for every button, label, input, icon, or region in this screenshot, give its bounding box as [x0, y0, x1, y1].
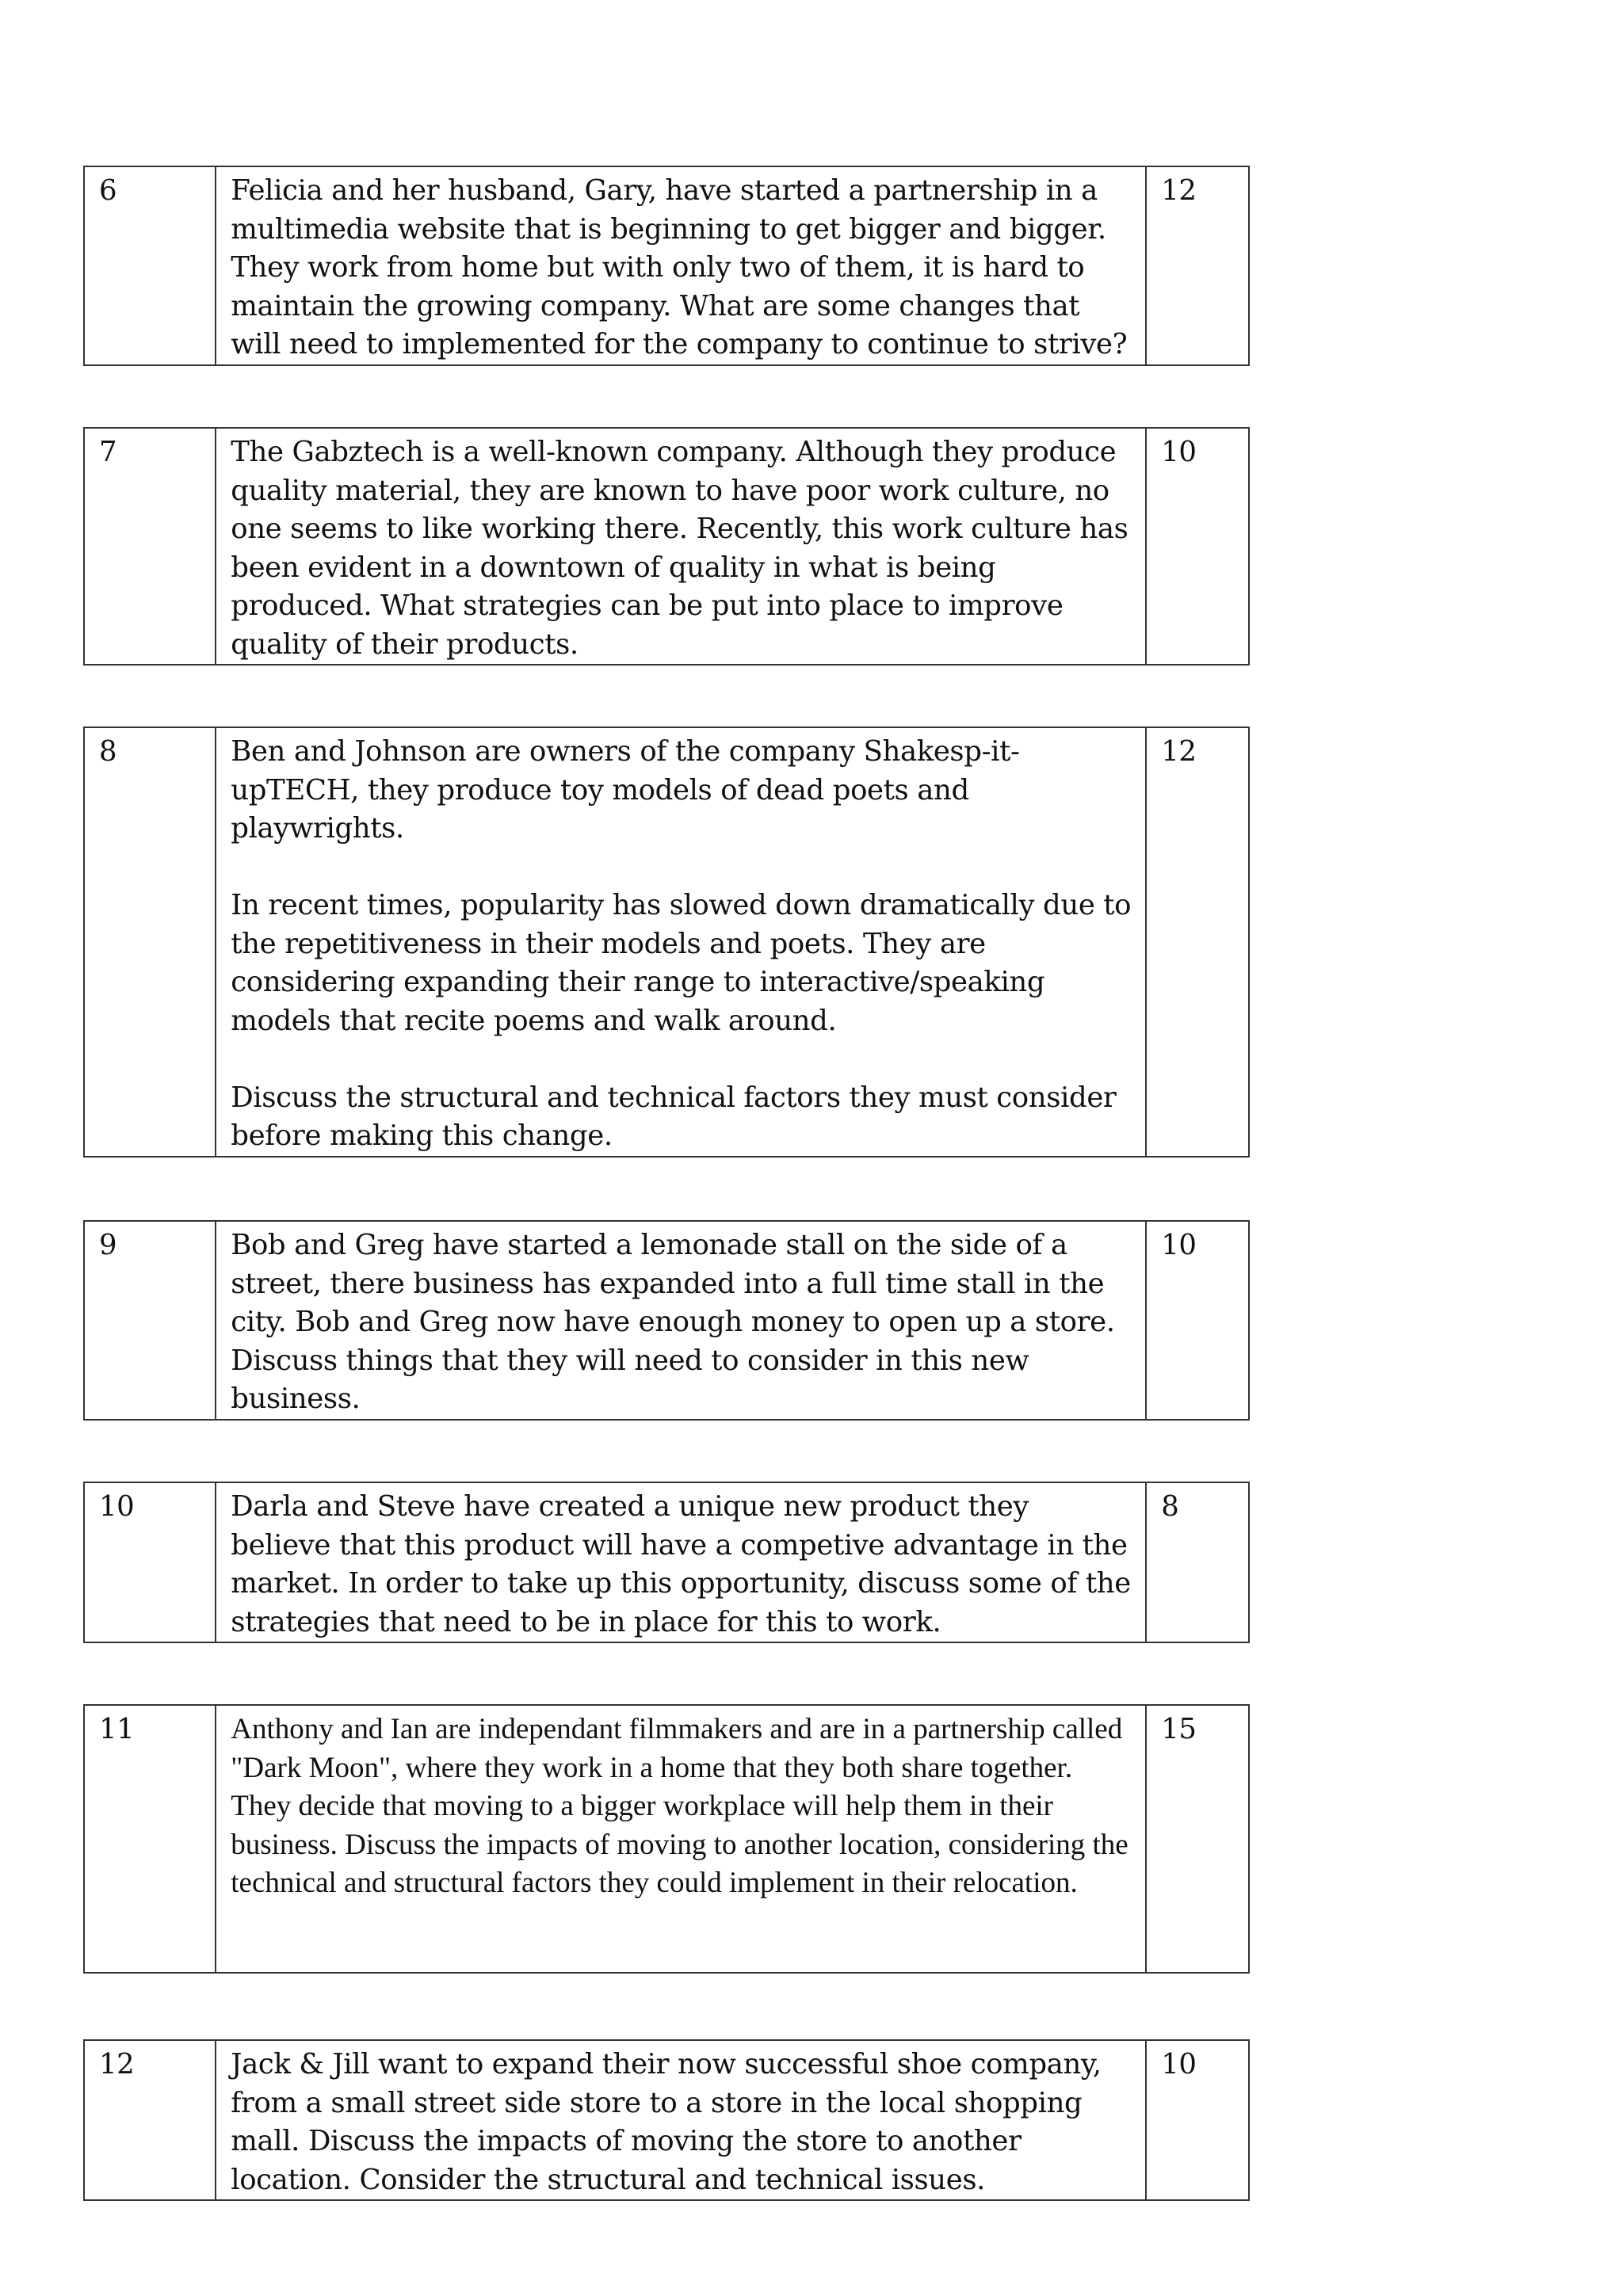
question-marks: 10	[1146, 2040, 1249, 2200]
question-table	[83, 166, 1250, 366]
table-row	[84, 1482, 1249, 1642]
question-table	[83, 427, 1250, 666]
question-text	[216, 727, 1146, 1157]
question-paragraph: Felicia and her husband, Gary, have started a partnership in a multimedia website that is beginning to get bigger and bigger. They work from home but with only two of them, it is hard to maintain the growing company. What are some changes that will need to implemented for the company to continue to strive?	[231, 174, 1128, 360]
question-marks: 10	[1146, 428, 1249, 665]
question-marks: 8	[1146, 1482, 1249, 1642]
question-paragraph: In recent times, popularity has slowed down dramatically due to the repetitiveness in their models and poets. They are considering expanding their range to interactive/speaking models that recite poems and walk around.	[231, 889, 1132, 1037]
question-paragraph: Ben and Johnson are owners of the company Shakesp-it-upTECH, they produce toy models of dead poets and playwrights.	[231, 735, 1020, 845]
table-row	[84, 2040, 1249, 2200]
question-paragraph: Darla and Steve have created a unique new product they believe that this product will have a competive advantage in the market. In order to take up this opportunity, discuss some of the strategies that need to be in place for this to work.	[231, 1490, 1131, 1638]
question-table	[83, 1220, 1250, 1421]
question-paragraph: Discuss the structural and technical factors they must consider before making this change.	[231, 1081, 1117, 1152]
question-number: 11	[84, 1705, 216, 1973]
question-marks: 15	[1146, 1705, 1249, 1973]
question-table	[83, 1482, 1250, 1643]
question-number: 12	[84, 2040, 216, 2200]
question-number: 8	[84, 727, 216, 1157]
question-text	[216, 2040, 1146, 2200]
question-paragraph: Jack & Jill want to expand their now successful shoe company, from a small street side store to a store in the local shopping mall. Discuss the impacts of moving the store to another location. Consider the structural and technical issues.	[231, 2048, 1102, 2196]
table-row	[84, 428, 1249, 665]
table-row	[84, 1705, 1249, 1973]
question-text	[216, 166, 1146, 365]
question-paragraph: The Gabztech is a well-known company. Although they produce quality material, they are known to have poor work culture, no one seems to like working there. Recently, this work culture has been evident in a downtown of quality in what is being produced. What strategies can be put into place to improve quality of their products.	[231, 436, 1128, 661]
question-marks: 10	[1146, 1221, 1249, 1420]
question-text	[216, 1482, 1146, 1642]
question-marks: 12	[1146, 166, 1249, 365]
table-row	[84, 1221, 1249, 1420]
question-number: 10	[84, 1482, 216, 1642]
question-paragraph: Bob and Greg have started a lemonade stall on the side of a street, there business has expanded into a full time stall in the city. Bob and Greg now have enough money to open up a store. Discuss things that they will need to consider in this new business.	[231, 1229, 1115, 1415]
question-paragraph: Anthony and Ian are independant filmmakers and are in a partnership called "Dark Moon", where they work in a home that they both share together. They decide that moving to a bigger workplace will help them in their business. Discuss the impacts of moving to another location, considering the technical and structural factors they could implement in their relocation.	[231, 1713, 1128, 1899]
question-table	[83, 727, 1250, 1158]
question-number: 7	[84, 428, 216, 665]
question-number: 9	[84, 1221, 216, 1420]
question-text	[216, 1705, 1146, 1973]
question-text	[216, 428, 1146, 665]
question-table	[83, 1704, 1250, 1974]
question-text	[216, 1221, 1146, 1420]
question-number: 6	[84, 166, 216, 365]
table-row	[84, 166, 1249, 365]
question-marks: 12	[1146, 727, 1249, 1157]
table-row	[84, 727, 1249, 1157]
question-table	[83, 2039, 1250, 2201]
